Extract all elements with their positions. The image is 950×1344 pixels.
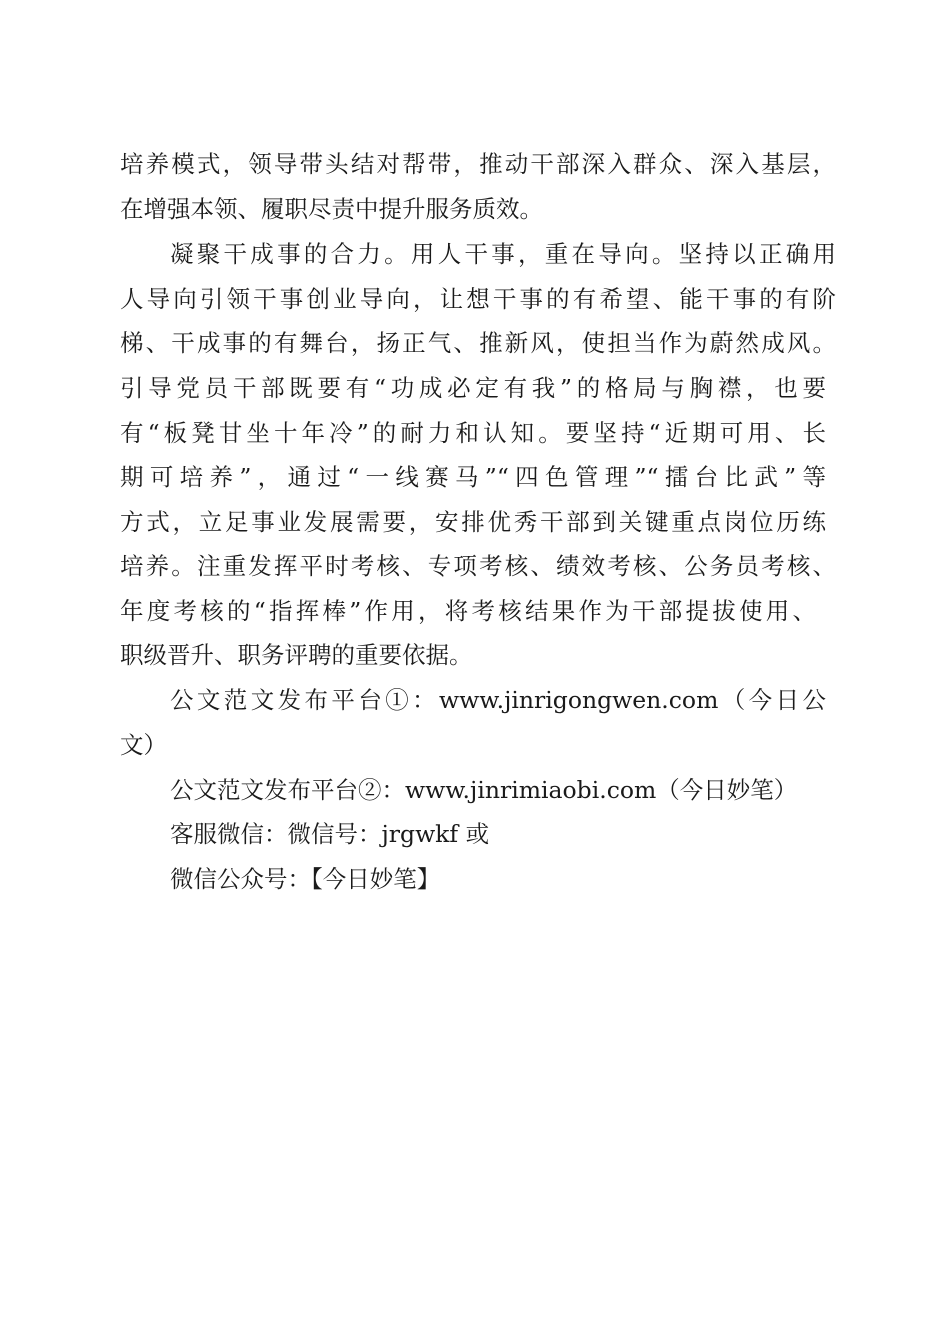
paragraph-line: 在增强本领、履职尽责中提升服务质效。	[120, 195, 543, 223]
paragraph-line: 职级晋升、职务评聘的重要依据。	[120, 641, 473, 669]
paragraph-line: 培养。注重发挥平时考核、专项考核、绩效考核、公务员考核、	[120, 552, 836, 580]
paragraph-line: 期可培养”，通过“一线赛马”“四色管理”“擂台比武”等	[120, 463, 826, 491]
paragraph-line: 方式，立足事业发展需要，安排优秀干部到关键重点岗位历练	[120, 508, 826, 536]
platform-1-line: 公文范文发布平台①：www.jinrigongwen.com（今日公	[170, 686, 826, 714]
platform-2-line: 公文范文发布平台②：www.jinrimiaobi.com（今日妙笔）	[170, 776, 798, 804]
official-account-line: 微信公众号：【今日妙笔】	[170, 865, 441, 893]
paragraph-line: 培养模式，领导带头结对帮带，推动干部深入群众、深入基层，	[120, 150, 836, 178]
paragraph-line: 凝聚干成事的合力。用人干事，重在导向。坚持以正确用	[170, 240, 836, 268]
paragraph-line: 年度考核的“指挥棒”作用，将考核结果作为干部提拔使用、	[120, 597, 816, 625]
paragraph-line: 引导党员干部既要有“功成必定有我”的格局与胸襟，也要	[120, 374, 826, 402]
paragraph-line: 人导向引领干事创业导向，让想干事的有希望、能干事的有阶	[120, 285, 836, 313]
service-wechat-line: 客服微信：微信号：jrgwkf 或	[170, 820, 490, 848]
paragraph-line: 有“板凳甘坐十年冷”的耐力和认知。要坚持“近期可用、长	[120, 419, 826, 447]
platform-1-line-cont: 文）	[120, 731, 167, 759]
paragraph-line: 梯、干成事的有舞台，扬正气、推新风，使担当作为蔚然成风。	[120, 329, 836, 357]
